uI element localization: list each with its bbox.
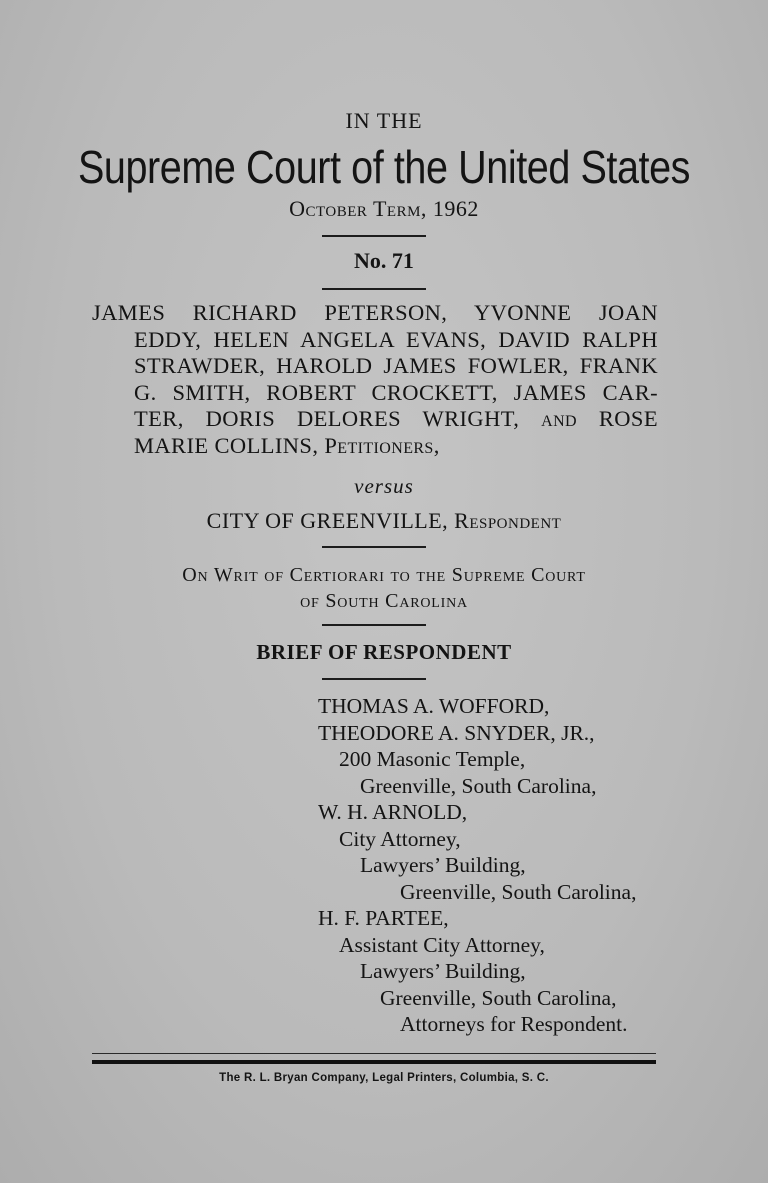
court-name-title: Supreme Court of the United States [77,141,691,193]
and-word: and [541,406,577,431]
case-number: No. 71 [354,248,414,273]
petitioners-line: G. SMITH, ROBERT CROCKETT, JAMES CAR- [134,379,658,405]
divider-rule [322,546,426,548]
counsel-line: W. H. ARNOLD, [318,800,468,824]
counsel-line: Greenville, South Carolina, [380,985,617,1010]
versus-label: versus [354,474,414,498]
counsel-line: Attorneys for Respondent. [400,1012,628,1036]
petitioners-line-with-and [92,406,658,433]
term-line: October Term, 1962 [289,196,479,221]
divider-rule [322,235,426,237]
petitioner-rose: ROSE [598,406,658,431]
petitioners-line: STRAWDER, HAROLD JAMES FOWLER, FRANK [134,353,658,378]
petitioners-line: EDDY, HELEN ANGELA EVANS, DAVID RALPH [134,326,658,352]
divider-rule [322,288,426,290]
counsel-line: Greenville, South Carolina, [360,773,597,798]
counsel-line: City Attorney, [339,826,461,851]
respondent-label: Respondent [454,508,562,533]
footer-rule-thick [92,1060,656,1064]
counsel-line: THOMAS A. WOFFORD, [318,694,550,718]
printer-imprint: The R. L. Bryan Company, Legal Printers, Columbia, S. C. [219,1072,549,1084]
counsel-line: Greenville, South Carolina, [400,879,637,904]
petitioners-label: Petitioners, [324,432,440,458]
counsel-line: 200 Masonic Temple, [339,747,526,771]
petitioners-block [92,300,658,459]
petitioners-last-line [92,433,658,460]
divider-rule [322,624,426,626]
counsel-block [318,693,636,1038]
writ-description [0,562,768,614]
petitioners-line: TER, DORIS DELORES WRIGHT, [134,406,520,431]
writ-line-2: of South Carolina [300,590,468,612]
counsel-line: H. F. PARTEE, [318,906,449,930]
petitioners-line: MARIE COLLINS, [134,432,319,458]
counsel-line: Assistant City Attorney, [339,932,545,957]
counsel-line: Lawyers’ Building, [360,959,526,983]
footer-rule-thin [92,1053,656,1054]
in-the-heading: IN THE [345,108,423,133]
petitioners-line: JAMES RICHARD PETERSON, YVONNE JOAN [92,300,658,325]
respondent-name: CITY OF GREENVILLE, [206,508,449,533]
counsel-line: Lawyers’ Building, [360,853,526,877]
brief-title: BRIEF OF RESPONDENT [256,640,512,664]
counsel-line: THEODORE A. SNYDER, JR., [318,720,595,745]
writ-line-1: On Writ of Certiorari to the Supreme Court [182,564,586,586]
respondent-line [0,508,768,534]
divider-rule [322,678,426,680]
